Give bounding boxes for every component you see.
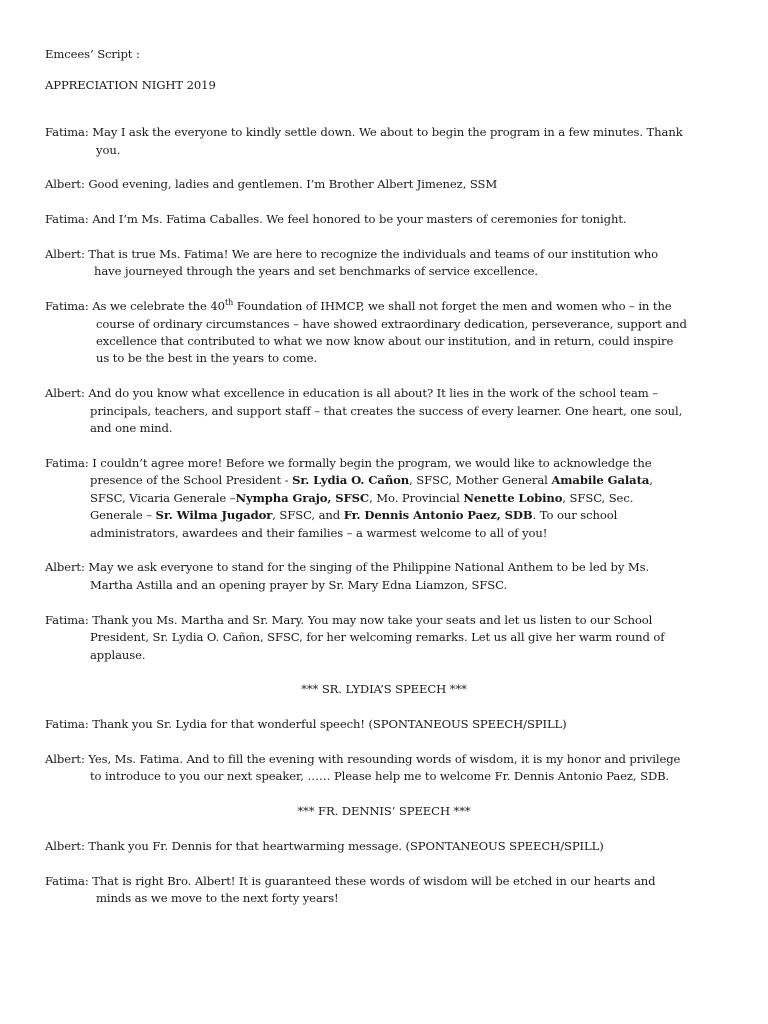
script-line-continued: excellence that contributed to what we now know about our institution, and in return, could inspire [96, 334, 674, 348]
script-line-continued: Martha Astilla and an opening prayer by Sr. Mary Edna Liamzon, SFSC. [90, 578, 508, 592]
script-line-continued: and one mind. [90, 421, 173, 435]
script-line-continued: have journeyed through the years and set benchmarks of service excellence. [94, 264, 538, 278]
script-line-continued: you. [96, 143, 121, 157]
script-line: Fatima: And I’m Ms. Fatima Caballes. We feel honored to be your masters of ceremonies for tonight. [45, 212, 627, 226]
script-line-continued: to introduce to you our next speaker, …… Please help me to welcome Fr. Dennis Antonio Paez, SDB. [90, 769, 670, 783]
script-line-continued: presence of the School President - Sr. Lydia O. Cañon, SFSC, Mother General Amabile Galata, [90, 473, 653, 487]
script-line-continued: us to be the best in the years to come. [96, 351, 318, 365]
script-line: Albert: May we ask everyone to stand for the singing of the Philippine National Anthem to be led by Ms. [45, 560, 650, 574]
script-line: Fatima: May I ask the everyone to kindly settle down. We about to begin the program in a few minutes. Thank [45, 125, 683, 139]
script-line: Albert: Yes, Ms. Fatima. And to fill the evening with resounding words of wisdom, it is my honor and privilege [45, 752, 681, 766]
script-line-continued: SFSC, Vicaria Generale –Nympha Grajo, SFSC, Mo. Provincial Nenette Lobino, SFSC, Sec. [90, 491, 634, 505]
script-line: Fatima: That is right Bro. Albert! It is guaranteed these words of wisdom will be etched in our hearts and [45, 874, 656, 888]
script-line: Albert: That is true Ms. Fatima! We are here to recognize the individuals and teams of our institution who [45, 247, 658, 261]
script-line: Albert: Thank you Fr. Dennis for that heartwarming message. (SPONTANEOUS SPEECH/SPILL) [45, 839, 604, 853]
script-line: Albert: Good evening, ladies and gentlemen. I’m Brother Albert Jimenez, SSM [45, 177, 498, 191]
script-line: Fatima: I couldn’t agree more! Before we formally begin the program, we would like to acknowledge the [45, 456, 652, 470]
script-line: Fatima: Thank you Ms. Martha and Sr. Mary. You may now take your seats and let us listen to our School [45, 613, 653, 627]
script-line-continued: applause. [90, 648, 146, 662]
event-title: APPRECIATION NIGHT 2019 [45, 78, 216, 92]
script-line-continued: course of ordinary circumstances – have showed extraordinary dedication, perseverance, support and [96, 317, 687, 331]
script-line-continued: President, Sr. Lydia O. Cañon, SFSC, for her welcoming remarks. Let us all give her warm round of [90, 630, 665, 644]
script-line: Fatima: As we celebrate the 40th Foundation of IHMCP, we shall not forget the men and women who – in the [45, 298, 672, 313]
speech-separator: *** FR. DENNIS’ SPEECH *** [297, 804, 471, 818]
script-line: Fatima: Thank you Sr. Lydia for that wonderful speech! (SPONTANEOUS SPEECH/SPILL) [45, 717, 567, 731]
speech-separator: *** SR. LYDIA’S SPEECH *** [301, 682, 467, 696]
script-line-continued: Generale – Sr. Wilma Jugador, SFSC, and Fr. Dennis Antonio Paez, SDB. To our school [90, 508, 618, 522]
script-line-continued: minds as we move to the next forty years! [96, 891, 339, 905]
script-label: Emcees’ Script : [45, 47, 140, 61]
script-line-continued: principals, teachers, and support staff – that creates the success of every learner. One heart, one soul, [90, 404, 683, 418]
script-line: Albert: And do you know what excellence in education is all about? It lies in the work of the school team – [45, 386, 658, 400]
script-line-continued: administrators, awardees and their families – a warmest welcome to all of you! [90, 526, 548, 540]
